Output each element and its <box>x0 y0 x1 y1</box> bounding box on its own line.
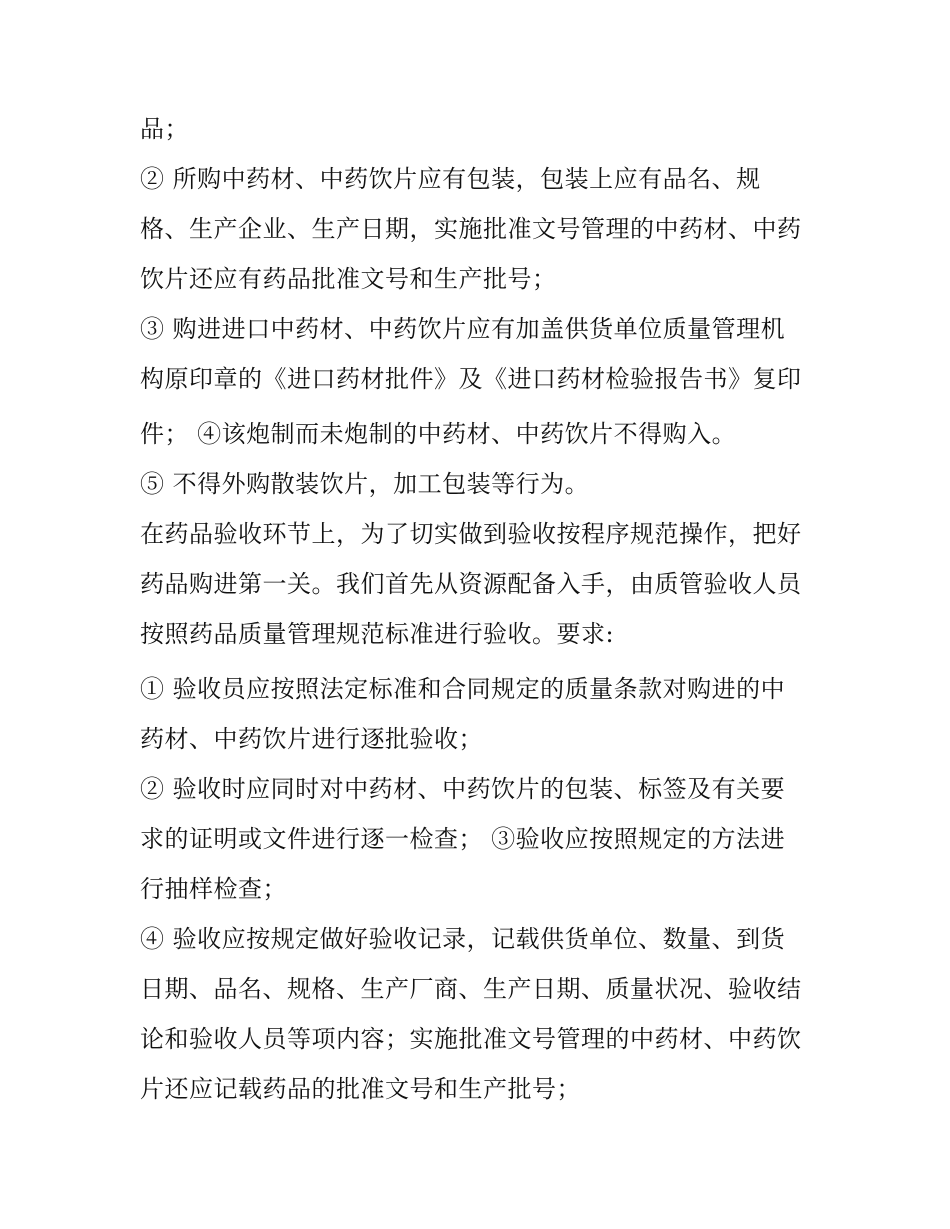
text-line: 日期、品名、规格、生产厂商、生产日期、质量状况、验收结 <box>140 975 802 1003</box>
text-line: 行抽样检查； <box>140 875 287 903</box>
text-line: ② 所购中药材、中药饮片应有包装，包装上应有品名、规 <box>140 165 761 193</box>
text-line: 片还应记载药品的批准文号和生产批号； <box>140 1075 581 1103</box>
text-line: 药材、中药饮片进行逐批验收； <box>140 725 483 753</box>
text-line: 格、生产企业、生产日期，实施批准文号管理的中药材、中药 <box>140 215 802 243</box>
text-line: ② 验收时应同时对中药材、中药饮片的包装、标签及有关要 <box>140 775 786 803</box>
text-line: 构原印章的《进口药材批件》及《进口药材检验报告书》复印 <box>140 365 802 393</box>
text-line: ⑤ 不得外购散装饮片，加工包装等行为。 <box>140 470 590 498</box>
text-line: 求的证明或文件进行逐一检查； ③验收应按照规定的方法进 <box>140 825 786 853</box>
text-line: 药品购进第一关。我们首先从资源配备入手，由质管验收人员 <box>140 570 802 598</box>
text-line: ③ 购进进口中药材、中药饮片应有加盖供货单位质量管理机 <box>140 315 786 343</box>
text-line: 饮片还应有药品批准文号和生产批号； <box>140 265 557 293</box>
text-line: 品； <box>140 115 189 143</box>
text-line: 按照药品质量管理规范标准进行验收。要求: <box>140 620 615 648</box>
text-line: 件； ④该炮制而未炮制的中药材、中药饮片不得购入。 <box>140 420 737 448</box>
text-line: ① 验收员应按照法定标准和合同规定的质量条款对购进的中 <box>140 675 786 703</box>
text-line: 论和验收人员等项内容；实施批准文号管理的中药材、中药饮 <box>140 1025 802 1053</box>
text-line: 在药品验收环节上，为了切实做到验收按程序规范操作，把好 <box>140 520 802 548</box>
text-line: ④ 验收应按规定做好验收记录，记载供货单位、数量、到货 <box>140 925 786 953</box>
